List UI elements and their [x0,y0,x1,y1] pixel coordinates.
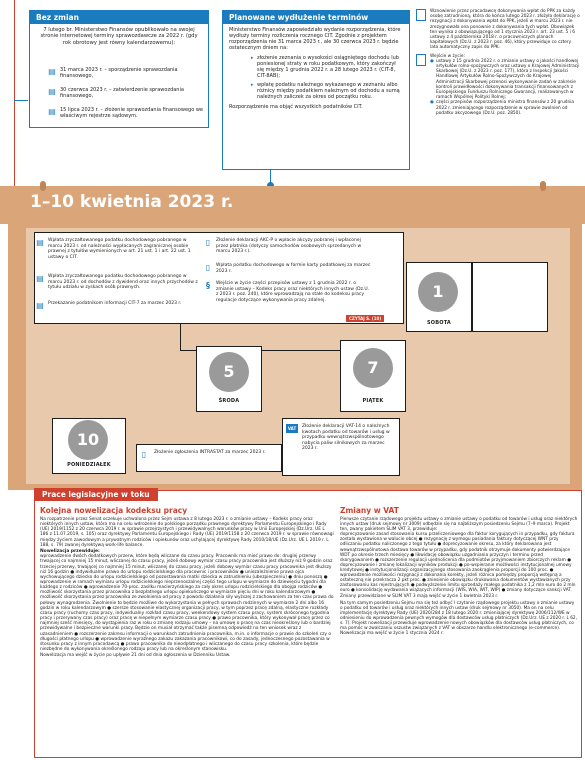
wydluzenie-box [222,10,410,170]
kodeks-outro: Nowelizacja ma wejść w życie po upływie 21 dni od dnia ogłoszenia w Dzienniku Ustaw. [40,653,231,659]
entry-vat: VAT Złożenie deklaracji VAT-14 o należnych kwotach podatku od towarów i usług w przypadku wewnątrzwspólnotowego nabycia paliw silnikowych za marzec 2023 r. [287,424,390,451]
wydluzenie-title: Planowane wydłużenie terminów [223,11,409,24]
vat-icon: VAT [287,426,297,431]
bullet-icon: ● [430,100,434,106]
bez-zmian-item: ▤ 15 lipca 2023 r. – złożenie sprawozdania finansowego we właściwym rejestrze sądowym. [48,107,204,119]
right-info-p1: Wznowienie przez pracodawcę dokonywania wpłat do PPK za każdy osobę zatrudnioną, która do końca lutego 2023 r. złożyła deklarację o rezygnacji z dokonywania wpłat do PPK, jeżeli w marcu 2023 r. nie zrezygnowała ona ponownie z dokonywania tych wpłat. Obowiązek ten wynika z obowiązującego od 1 stycznia 2023 r. art. 23 ust. 5 i 6 ustawy z 4 października 2018 r. o pracowniczych planach kapitałowych (Dz.U. z 2023 r. poz. 46), który przewiduje co cztery lata automatyczny zapis do PPK. [416,8,582,53]
kodeks-column [40,506,334,658]
bullet-icon: ▸ [251,82,254,88]
entry-left-1: ▤ Wpłata zryczałtowanego podatku dochodowego pobranego w marcu 2023 r. od należności wypłacanych zagranicznej osobie prawnej z tytułów wymienionych w art. 21 ust. 1 i art. 22 ust. 1 ustawy o CIT. [36,238,191,260]
bez-zmian-list [38,67,204,127]
connector-line-cal [180,324,181,350]
right-info-box [416,8,582,184]
calendar-icon: ▤ [48,67,56,76]
day-1-label: SOBOTA [426,320,451,326]
entry-d10-box [136,444,282,472]
vat-p3: Na tym samym posiedzeniu Sejmu ma się też odbyć I czytanie rządowego projektu ustawy o zmianie ustawy o podatku od towarów i usług oraz niektórych innych ustaw (druk sejmowy nr 3050). Ma on na celu implementację dyrektywy Rady (UE) 2020/284 z 18 lutego 2020 r. zmieniającej dyrektywę 2006/112/WE w odniesieniu do wprowadzenia pewnych wymogów dla dostawców usług płatniczych (Dz.Urz. UE z 2020 r. L 62, s. 7). Projekt nowelizacji przewiduje wprowadzenie nowych obowiązków dla dostawców usług płatniczych, co ma pomóc w zwalczaniu oszustw związanych z VAT w obszarze handlu elektronicznego (e-commerce). Nowelizacja ma wejść w życie 1 stycznia 2024 r. [340,600,578,637]
kodeks-body: wprowadzenie dwóch dodatkowych przerw, które będą wliczane do czasu pracy. Pracownik ma mieć prawo do: drugiej przerwy trwającej co najmniej 15 minut, wliczanej do czasu pracy, jeżeli dobowy wymiar czasu pracy pracownika jest dłuższy niż 9 godzin oraz trzeciej przerwy, trwającej co najmniej 15 minut, wliczanej do czasu pracy, jeżeli dobowy wymiar czasu pracy pracownika jest dłuższy niż 16 godzin ● indywidualne prawo do urlopu rodzicielskiego dla pracownic i pracowników ● uniezależnienie prawa ojca wychowującego dziecko do urlopu rodzicielskiego od pozostawania matki dziecka w zatrudnieniu (ubezpieczeniu) ● dniu ponoszą ● wprowadzenie w ramach wymiaru urlopu rodzicielskiego nieprzenoszalnej części tego urlopu w wymiarze do dziewięciu tygodni dla każdego z rodziców ● wprowadzenie 70-proc. zasiłku macierzyńskiego za cały okres urlopu rodzicielskiego dla obojga rodziców ● możliwość skorzystania przez pracownika z bezpłatnego urlopu opiekuńczego w wymiarze pięciu dni w roku kalendarzowym ● możliwość skorzystania przez pracownika ze zwolnienia od pracy z powodu działania siły wyższej z zachowaniem za ten czas prawa do połowy wynagrodzenia. Zwolnienie to będzie możliwe do wykorzystania w pełnych sprawach rodzinnych w wymiarze 2 dni albo 16 godzin w roku kalendarzowym ● szersze stosowanie elastycznej organizacji pracy, w tym poprzez pracę zdalną, elastyczne rozkłady czasu pracy (ruchomy czas pracy, indywidualny rozkład czasu pracy, weekendowy system czasu pracy, system skróconego tygodnia pracy i przerywany czas pracy) oraz pracę w niepełnym wymiarze czasu pracy ● prawo pracownika, który wykonywał pracę przez co najmniej sześć miesięcy, do wystąpienia raz w roku o zmianę rodzaju umowy – na umowę o pracę na czas nieokreślony lub o bardziej przewidywalne i bezpieczne warunki pracy. Będzie on musiał otrzymać także pisemną odpowiedź na ten wniosek wraz z uzasadnieniem ● rozszerzenie zakresu informacji o warunkach zatrudnienia pracownika, m.in. o informacje o prawie do szkoleń czy o długości płatnego urlopu ● wprowadzenie wyraźnego zakazu zakazania pracownikowi, co do zasady, jednoczesnego pozostawania w stosunku pracy z innym pracodawcą ● prawo pracownika do nieodpłatnego i wliczanego do czasu pracy szkolenia, które będzie niezbędne do wykonywania określonego rodzaju pracy lub na określonym stanowisku. [40,554,334,653]
vat-column [340,506,578,636]
calendar-icon: ▤ [36,238,44,247]
wydluzenie-item: ▸ złożenie zeznania o wysokości osiągniętego dochodu lub poniesionej straty w roku podatkowym, który zakończył się między 1 grudnia 2022 r. a 28 lutego 2023 r. (CIT-8, CIT-8AB); [251,55,399,79]
document-icon: ▯ [205,238,211,247]
bez-zmian-box [29,10,209,128]
bez-zmian-intro: 7 lutego br. Ministerstwo Finansów opublikowało na swojej stronie internetowej terminy sprawozdawcze za 2022 r. (gdy rok obrotowy jest równy kalendarzowemu): [40,27,198,46]
entry-d10: ▯ Złożenie zgłoszenia INTRASTAT za marzec 2023 r. [141,450,266,459]
calendar-icon: ▤ [36,274,44,283]
day-1-tab [472,262,548,332]
document-icon: ▯ [141,450,147,459]
paragraph-icon [416,9,426,21]
vat-intro: Pierwsze czytanie rządowego projektu ustawy o zmianie ustawy o podatku od towarów i usług oraz niektórych innych ustaw (druk sejmowy nr 3009) odbędzie się na najbliższym posiedzeniu Sejmu (7–9 marca). Projekt ten, zwany pakietem SLIM VAT 3, przewiduje: [340,517,578,533]
bez-zmian-title: Bez zmian [30,11,208,24]
right-info-p2: Wejście w życie: ● ustawy z 15 grudnia 2022 r. o zmianie ustawy o jakości handlowej artykułów rolno-spożywczych oraz ustawy o Krajowej Administracji Skarbowej (Dz.U. z 2023 r. poz. 177), która z Inspekcji Jakości Handlowej Artykułów Rolno-Spożywczych do Krajowej Administracji Skarbowej przenosi wykonywanie zadań w zakresie kontroli prawidłowości dokonywania transakcji finansowanych z Europejskiego Funduszu Rolniczego Gwarancji, realizowanych w ramach Wspólnej Polityki Rolnej; ● części przepisów rozporządzenia ministra finansów z 20 grudnia 2022 r. zmieniającego rozporządzenie w sprawie zwolnień od podatku akcyzowego (Dz.U. poz. 2850). [416,53,582,116]
vat-title: Zmiany w VAT [340,506,399,515]
vat-p2: Zmiany przewidziane w SLIM VAT 3 mają wejść w życie 1 kwietnia 2023 r. [340,594,499,600]
kodeks-intro: Na rozpatrzenie przez Senat oczekuje uchwalona przez Sejm ustawa z 8 lutego 2023 r. o zmianie ustawy – Kodeks pracy oraz niektórych innych ustaw, która ma na celu wdrożenie do polskiego porządku prawnego dyrektywy Parlamentu Europejskiego i Rady (UE) 2019/1152 z 20 czerwca 2019 r. w sprawie przejrzystych i przewidywalnych warunków pracy w Unii Europejskiej (Dz.Urz. UE L 186 z 11.07.2019, s. 105) oraz dyrektywy Parlamentu Europejskiego i Rady (UE) 2019/1158 z 20 czerwca 2019 r. w sprawie równowagi między życiem zawodowym a prywatnym rodziców i opiekunów oraz uchylającej dyrektywę Rady 2010/18/UE (Dz.Urz. UE L 2019 r. L 188, s. 79) zwanej dyrektywą work-life balance. [40,517,334,548]
paragraph-icon: § [206,281,210,290]
connector-line-left-h2 [14,100,28,101]
kodeks-title: Kolejna nowelizacja kodeksu pracy [40,506,188,515]
bez-zmian-item: ▤ 31 marca 2023 r. – sporządzenie sprawozdania finansowego, [48,67,178,79]
wydluzenie-outro: Rozporządzenie ma objąć wszystkich podatników CIT. [229,104,363,110]
prace-title: Prace legislacyjne w toku [34,488,158,501]
day-1-number: 1 [418,272,458,312]
wydluzenie-item: ▸ wpłatę podatku należnego wykazanego w zeznaniu albo różnicy między podatkiem należnym od dochodu a sumą należnych zaliczek za okres od początku roku. [251,82,400,100]
bullet-icon: ● [430,58,434,64]
banner-title: 1–10 kwietnia 2023 r. [30,192,234,212]
document-icon [416,54,426,66]
bullet-icon: ▸ [251,55,254,61]
entry-mid-3: § Wejście w życie części przepisów ustawy z 1 grudnia 2022 r. o zmianie ustawy – Kodeks pracy oraz niektórych innych ustaw (Dz.U. z 2023 r. poz. 240), które wprowadzają na stałe do kodeksu pracy regulacje dotyczące wykonywania pracy zdalnej. [206,281,370,303]
day-5-number: 5 [209,352,249,392]
day-7-label: PIĄTEK [362,398,384,404]
vat-body: doprecyzowanie zasad stosowania kursu przeliczeniowego dla faktur korygujących in przypadku, gdy faktura została wystawiona w walucie obcej ● rezygnację z wymogu posiadania faktury dotyczącej WNT przy odliczaniu podatku naliczonego z tego tytułu ● doprecyzowanie okresu, za który deklarowana jest wewnątrzwspólnotowa dostawa towarów w przypadku, gdy podatnik otrzymuje dokumenty potwierdzające WDT po okresie trzech miesięcy ● likwidację obowiązku uzgadniania przyczyn i terminu przed skorygowaniem ● rozszerzenie regulacji ujednolicenia dla podmiotów przyjmowaniem zbiorczych reklam ● doprecyzowanie i zmianę lokalizacji wyników produkcji ● po-wspieranie możliwości instytucjonalnej umowy kredytowej ● instytucjonalizacji organizacyjnego stosowania zaokrąglenia proporcji do 100 proc. ● wprowadzenie możliwości rezygnacji z dokonania korekty, jeżeli różnica pomiędzy proporcją wstępną a ostateczną nie przekracza 2 pkt proc. ● zniesienie obowiązku drukowania dokumentów wystawianych przy zastosowaniu kas rejestrujących ● podwyższenie limitu sprzedaży małego podatnika z 1,2 mln euro do 2 mln euro ● konsolidację wydawania wiążących informacji (WIS, WIA, WIT, WIP) ● zmiany dotyczące sankcji VAT. [340,532,576,594]
calendar-icon: ▤ [48,107,56,116]
read-more-badge[interactable]: CZYTAJ S. (10) [346,315,384,322]
calendar-icon: ▤ [36,301,44,310]
calendar-rings [0,181,585,191]
bez-zmian-item: ▤ 30 czerwca 2023 r. – zatwierdzenie sprawozdania finansowego, [48,87,184,99]
day-5-label: ŚRODA [218,398,240,404]
entry-left-2: ▤ Wpłata zryczałtowanego podatku dochodowego pobranego w marcu 2023 r. od dochodów z dywidend oraz innych przychodów z tytułu udziału w zyskach osób prawnych. [36,274,198,290]
wydluzenie-intro: Ministerstwo Finansów zapowiedziało wydanie rozporządzenia, które wydłuży terminy rozliczenia rocznego CIT. Zgodnie z projektem rozporządzenia nie 31 marca 2023 r., ale 30 czerwca 2023 r. będzie ostatecznym dniem na: [229,27,401,51]
kodeks-sub: Nowelizacja przewiduje: [40,548,100,554]
document-icon: ▯ [205,263,211,272]
day-7-number: 7 [353,348,393,388]
entry-mid-2: ▯ Wpłata podatku dochodowego w formie karty podatkowej za marzec 2023 r. [205,263,371,274]
entry-mid-1: ▯ Złożenie deklaracji AKC-P o wpłacie akcyzy pobranej i wpłaconej przez płatnika (dotyczy samochodów osobowych sprzedanych w marcu 2023 r.). [205,238,362,254]
day-10-label: PONIEDZIAŁEK [67,462,111,468]
day-10-number: 10 [68,420,108,460]
calendar-icon: ▤ [48,87,56,96]
entry-left-3: ▤ Przekazanie podatnikom informacji CIT-7 za marzec 2023 r. [36,301,182,310]
